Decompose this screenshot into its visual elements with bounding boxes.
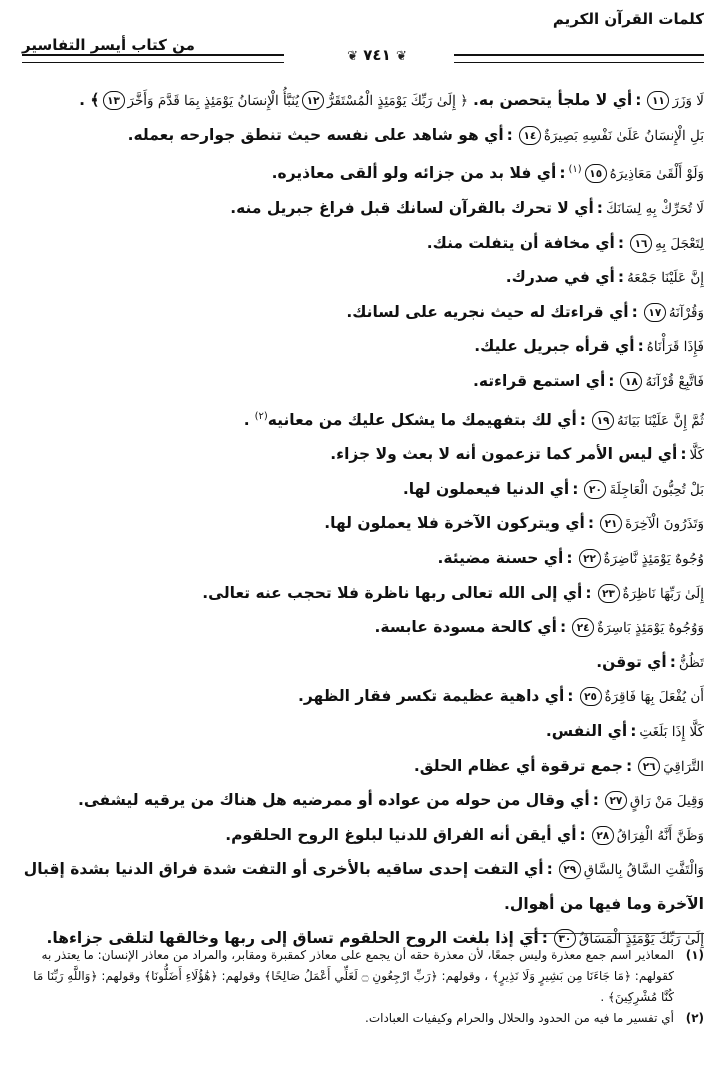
quran-phrase: إِلَىٰ رَبِّكَ يَوْمَئِذٍ الْمَسَاقُ: [578, 930, 704, 947]
page-header: [22, 8, 704, 64]
explanation: أي النفس.: [545, 722, 628, 740]
glossary-entry: [18, 750, 704, 785]
ayah-number: ٢٩: [559, 860, 581, 879]
explanation: أي قرأه جبريل عليك.: [474, 337, 635, 356]
glossary-entry: [18, 400, 704, 439]
explanation: أي هو شاهد على نفسه حيث تنطق جوارحه بعمله.: [127, 125, 504, 144]
ayah-number: ٢٢: [579, 549, 601, 568]
separator: :: [585, 583, 592, 602]
glossary-entry: [18, 577, 704, 612]
ayah-number: ١٢: [302, 91, 324, 110]
ayah-number: ١٨: [620, 372, 642, 391]
header-rule-right: [454, 54, 704, 63]
glossary-entry: [18, 438, 704, 473]
quran-phrase: لَا وَزَرَ: [672, 93, 704, 109]
footnote-ref: (١): [568, 164, 582, 176]
explanation: أي توقن.: [596, 652, 667, 671]
explanation: أي أيقن أنه الفراق للدنيا لبلوغ الروح الحلقوم.: [225, 825, 577, 844]
ayah-number: ٢١: [600, 514, 622, 533]
ayah-number: ١٣: [103, 91, 125, 110]
explanation: أي لا ملجأ يتحصن به.: [473, 91, 633, 109]
quran-phrase: ﴿ إِلَىٰ رَبِّكَ يَوْمَئِذٍ الْمُسْتَقَرُّ: [327, 93, 469, 109]
separator: :: [559, 618, 567, 637]
quran-phrase: كَلَّا: [689, 447, 704, 464]
separator: :: [592, 791, 599, 810]
quran-phrase: لَا تُحَرِّكْ بِهِ لِسَانَكَ: [605, 200, 704, 217]
separator: :: [506, 125, 513, 144]
glossary-entry: [18, 715, 704, 750]
separator: :: [541, 928, 548, 947]
quran-phrase: وَتَذَرُونَ الْآخِرَةَ: [625, 516, 704, 533]
quran-phrase: تَظُنُّ: [678, 654, 704, 671]
quran-phrase: وَوُجُوهٌ يَوْمَئِذٍ بَاسِرَةٌ: [597, 620, 704, 637]
explanation: أي كالحة مسودة عابسة.: [374, 618, 557, 637]
ayah-number: ٢٥: [580, 687, 602, 706]
ayah-number: ٢٤: [572, 618, 594, 637]
quran-phrase: وَالْتَفَّتِ السَّاقُ بِالسَّاقِ: [583, 862, 704, 879]
separator: :: [631, 302, 638, 321]
glossary-entry: [18, 192, 704, 227]
glossary-entry: [18, 119, 704, 154]
page-number-block: [322, 42, 432, 68]
ayah-number: ١٧: [644, 303, 666, 322]
quran-phrase: إِنَّ عَلَيْنَا جَمْعَهُ: [627, 270, 704, 287]
ayah-number: ٢٣: [598, 584, 620, 603]
ayah-number: ١١: [647, 91, 669, 110]
glossary-entry: [18, 365, 704, 400]
ornament-icon: ❦: [347, 49, 359, 64]
footnote-separator: [524, 933, 704, 934]
quran-phrase: يُنَبَّأُ الْإِنسَانُ يَوْمَئِذٍ بِمَا قَدَّمَ وَأَخَّرَ: [127, 93, 300, 109]
quran-phrase: فَاتَّبِعْ قُرْآنَهُ: [645, 373, 704, 390]
glossary-entry: [18, 296, 704, 331]
separator: :: [617, 268, 625, 287]
trailing-mark: .: [243, 410, 250, 429]
separator: :: [546, 860, 553, 879]
separator: :: [680, 445, 687, 464]
separator: :: [567, 687, 574, 706]
explanation: أي ويتركون الآخرة فلا يعملون لها.: [324, 514, 585, 533]
quran-phrase: إِلَىٰ رَبِّهَا نَاظِرَةٌ: [622, 585, 704, 602]
quran-phrase: وُجُوهٌ يَوْمَئِذٍ نَّاضِرَةٌ: [603, 551, 704, 568]
separator: :: [637, 337, 644, 356]
quran-phrase: فَإِذَا قَرَأْنَاهُ: [646, 339, 704, 356]
explanation: أي إلى الله تعالى ربها ناظرة فلا تحجب عنه تعالى.: [202, 583, 583, 602]
separator: :: [608, 371, 615, 390]
quran-phrase: بَلِ الْإِنسَانُ عَلَىٰ نَفْسِهِ بَصِيرَةٌ: [543, 127, 704, 144]
ayah-number: ٢٠: [584, 480, 606, 499]
ornament-icon: ❦: [395, 49, 407, 64]
quran-phrase: ثُمَّ إِنَّ عَلَيْنَا بَيَانَهُ: [616, 412, 704, 429]
footnote-number: (١): [685, 948, 704, 962]
explanation: أي التفت إحدى ساقيه بالأخرى أو التفت شدة فراق الدنيا بشدة إقبال الآخرة وما فيها من أهوال.: [23, 860, 704, 913]
glossary-entry: [18, 542, 704, 577]
footnote-ref: (٢): [254, 410, 268, 422]
page-number: ٧٤١: [363, 46, 391, 64]
quran-phrase: وَقِيلَ مَنْ رَاقٍ: [629, 793, 704, 810]
explanation: أي داهية عظيمة تكسر فقار الظهر.: [297, 687, 565, 706]
glossary-body: [18, 84, 704, 956]
glossary-entry: [18, 473, 704, 508]
separator: :: [596, 198, 603, 217]
footnote-text: أي تفسير ما فيه من الحدود والحلال والحرام وكيفيات العبادات.: [365, 1011, 674, 1025]
glossary-entry: [18, 507, 704, 542]
ayah-number: ٢٦: [638, 757, 660, 776]
header-rule-left: [22, 54, 284, 63]
explanation: أي لا تحرك بالقرآن لسانك قبل فراغ جبريل منه.: [230, 198, 594, 217]
glossary-entry: [18, 261, 704, 296]
closing-bracket: ﴾ .: [79, 91, 100, 109]
footnote: [22, 1008, 704, 1029]
explanation: أي فلا بد من جزائه ولو ألقى معاذيره.: [271, 164, 557, 183]
ayah-number: ١٩: [592, 411, 614, 430]
ayah-number: ١٦: [630, 234, 652, 253]
glossary-entry: [18, 227, 704, 262]
footnotes: [22, 945, 704, 1029]
explanation: أي قراءتك له حيث نجريه على لسانك.: [346, 302, 629, 321]
explanation: جمع ترقوة أي عظام الحلق.: [413, 756, 623, 775]
separator: :: [630, 722, 637, 740]
footnote-text: المعاذير اسم جمع معذرة وليس جمعًا، لأن معذرة حقه أن يجمع على معاذر كمقبرة ومقابر، والمراد من معاذر الإنسان: ما يعتذر به كقولهم: ﴿مَا جَاءَنَا مِن بَشِيرٍ وَلَا نَذِيرٍ﴾ ، وقولهم: ﴿رَبِّ ارْجِعُونِ ۝ لَعَلِّي أَعْمَلُ صَالِحًا﴾ وقولهم: ﴿هَٰؤُلَاءِ أَضَلُّونَا﴾ وقولهم: ﴿وَاللَّهِ رَبِّنَا مَا كُنَّا مُشْرِكِينَ﴾ .: [33, 948, 674, 1004]
ayah-number: ٢٨: [592, 826, 614, 845]
separator: :: [617, 233, 625, 252]
separator: :: [587, 514, 595, 533]
glossary-entry: [18, 819, 704, 854]
glossary-entry: [18, 680, 704, 715]
explanation: أي في صدرك.: [505, 268, 615, 287]
ayah-number: ١٥: [585, 164, 607, 183]
explanation: أي لك بتفهيمك ما يشكل عليك من معانيه: [267, 410, 577, 429]
glossary-entry: [18, 330, 704, 365]
ayah-number: ٢٧: [605, 791, 627, 810]
glossary-entry: [18, 853, 704, 921]
glossary-entry: [18, 646, 704, 681]
quran-phrase: بَلْ تُحِبُّونَ الْعَاجِلَةَ: [609, 481, 704, 498]
glossary-entry: [18, 784, 704, 819]
separator: :: [579, 825, 586, 844]
explanation: أي حسنة مضيئة.: [437, 549, 564, 568]
separator: :: [572, 479, 579, 498]
explanation: أي ليس الأمر كما تزعمون أنه لا بعث ولا جزاء.: [330, 445, 678, 464]
footnote-number: (٢): [685, 1011, 704, 1025]
quran-phrase: وَقُرْآنَهُ: [668, 304, 704, 321]
ayah-number: ٣٠: [554, 929, 576, 948]
explanation: أي الدنيا فيعملون لها.: [402, 479, 570, 498]
quran-phrase: لِتَعْجَلَ بِهِ: [655, 235, 704, 252]
quran-phrase: وَلَوْ أَلْقَىٰ مَعَاذِيرَهُ: [609, 166, 704, 183]
explanation: أي استمع قراءته.: [472, 371, 606, 390]
book-title: كلمات القرآن الكريم: [552, 10, 704, 28]
glossary-entry: [18, 84, 704, 119]
explanation: أي وقال من حوله من عواده أو ممرضيه هل هناك من يرقيه ليشفى.: [77, 791, 590, 810]
separator: :: [579, 410, 586, 429]
glossary-entry: [18, 611, 704, 646]
quran-phrase: التَّرَاقِيَ: [663, 758, 704, 775]
quran-phrase: أَن يُفْعَلَ بِهَا فَاقِرَةٌ: [604, 689, 704, 706]
source-title: من كتاب أيسر التفاسير: [22, 36, 195, 54]
separator: :: [635, 91, 642, 109]
ayah-number: ١٤: [519, 126, 541, 145]
separator: :: [669, 652, 676, 671]
separator: :: [559, 164, 566, 183]
quran-phrase: وَظَنَّ أَنَّهُ الْفِرَاقُ: [616, 827, 704, 844]
separator: :: [566, 549, 573, 568]
explanation: أي مخافة أن يتفلت منك.: [426, 233, 615, 252]
separator: :: [625, 756, 633, 775]
quran-phrase: كَلَّا إِذَا بَلَغَتِ: [639, 724, 704, 740]
explanation: أي إذا بلغت الروح الحلقوم تساق إلى ربها وخالقها لتلقى جزاءها.: [46, 928, 539, 947]
glossary-entry: [18, 153, 704, 192]
footnote: [22, 945, 704, 1008]
